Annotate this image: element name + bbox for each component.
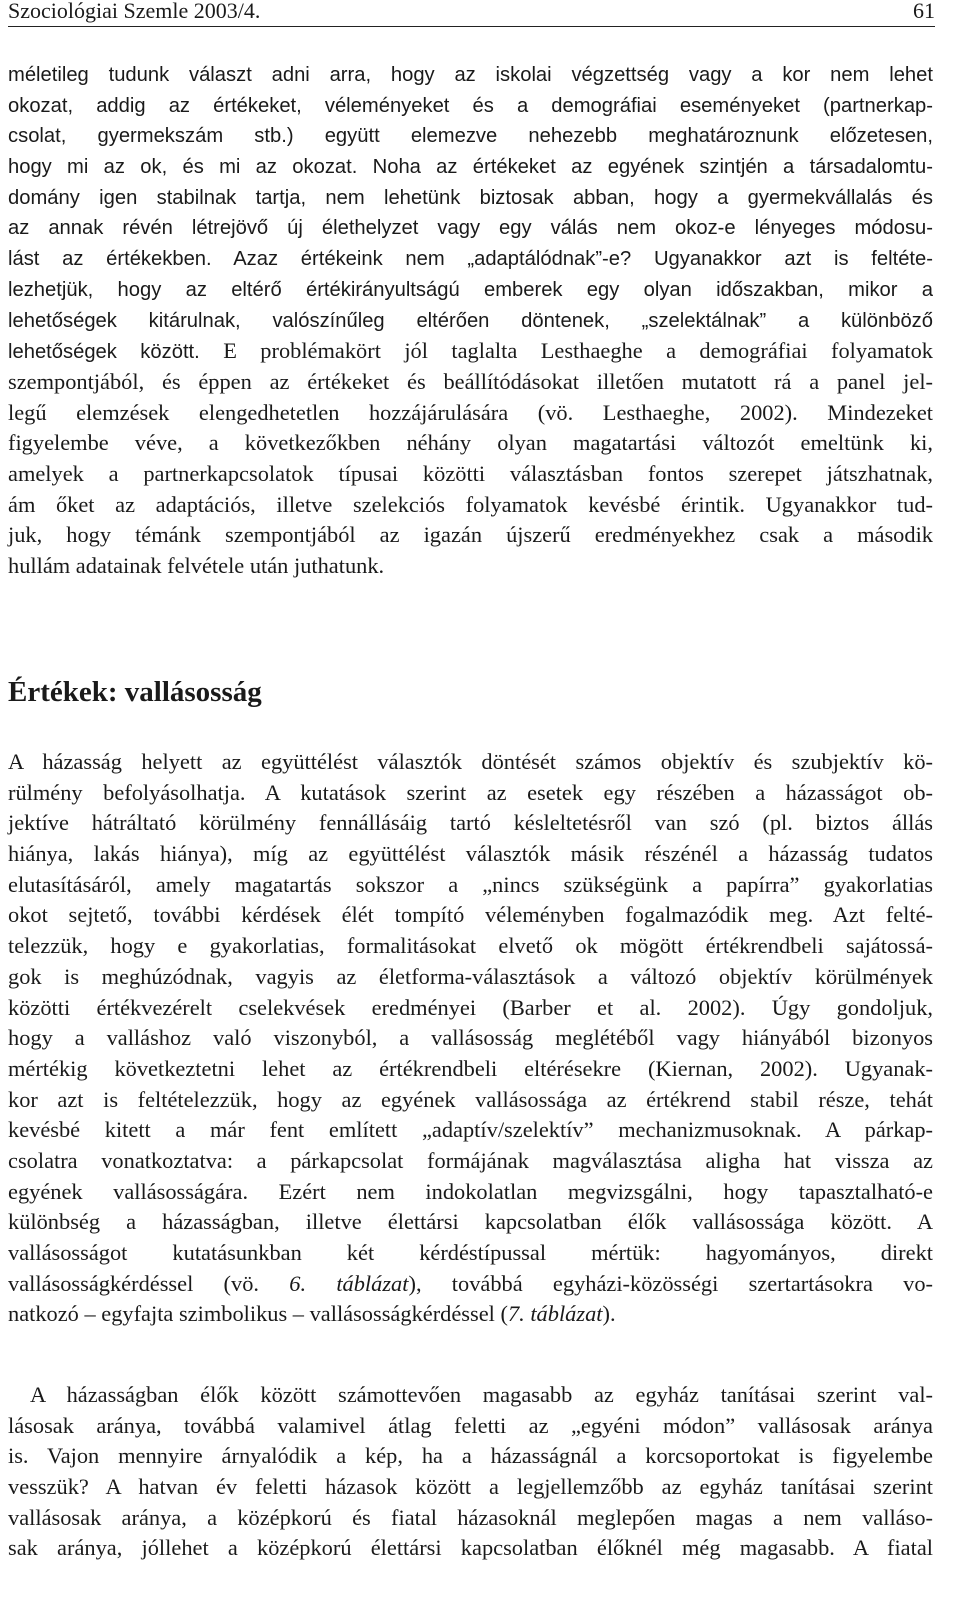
text-line	[8, 1299, 933, 1330]
paragraph-intro-mixed-line	[8, 336, 933, 367]
text-line: amelyek a partnerkapcsolatok típusai közötti választásban fontos szerepet játszhatnak,	[8, 461, 933, 487]
paragraph-marriage-religiosity	[8, 1380, 933, 1564]
text-line: telezzük, hogy e gyakorlatias, formalitásokat elvető ok mögött értékrendbeli sajátossá-	[8, 933, 933, 959]
text-line: mértékig következtetni lehet az értékrendbeli eltérésekre (Kiernan, 2002). Ugyanak-	[8, 1055, 933, 1081]
text-line: legű elemzések elengedhetetlen hozzájárulására (vö. Lesthaeghe, 2002). Mindezeket	[8, 399, 933, 425]
section-heading: Értékek: vallásosság	[8, 676, 262, 708]
table-reference: 6. táblázat	[289, 1270, 409, 1296]
text-line: figyelembe véve, a következőkben néhány olyan magatartási változót emeltünk ki,	[8, 430, 933, 456]
text-line: lezhetjük, hogy az eltérő értékirányultságú emberek egy olyan időszakban, mikor a	[8, 278, 933, 301]
text-line: hogy a valláshoz való viszonyból, a vallásosság meglétéből vagy hiányából bizonyos	[8, 1025, 933, 1051]
text-line: vallásosságot kutatásunkban két kérdéstípussal mértük: hagyományos, direkt	[8, 1240, 933, 1265]
text-fragment: ), továbbá egyházi-közösségi szertartásokra vo-	[408, 1270, 933, 1296]
text-line: okozat, addig az értékeket, véleményeket és a demográfiai eseményeket (partnerkap-	[8, 94, 933, 117]
page-number: 61	[913, 0, 935, 23]
text-line: jektíve hátráltató körülmény fennállásáig tartó késleltetésről van szó (pl. biztos állás	[8, 810, 933, 836]
text-line: juk, hogy témánk szempontjából az igazán újszerű eredményekhez csak a második	[8, 522, 933, 548]
text-line: kor azt is feltételezzük, hogy az egyének vallásossága az értékrend stabil része, tehát	[8, 1086, 933, 1112]
paragraph-intro-serif	[8, 367, 933, 582]
text-line: A házasságban élők között számottevően magasabb az egyház tanításai szerint val-	[30, 1382, 933, 1407]
text-fragment: lehetőségek között.	[8, 341, 200, 364]
text-line: csolat, gyermekszám stb.) együtt elemezve nehezebb meghatároznunk előzetesen,	[8, 125, 933, 148]
text-line: hogy mi az ok, és mi az okozat. Noha az értékeket az egyének szintjén a társadalomtu-	[8, 156, 933, 179]
text-line: ám őket az adaptációs, illetve szelekciós folyamatok kevésbé érintik. Ugyanakkor tud-	[8, 491, 933, 517]
text-line: is. Vajon mennyire árnyalódik a kép, ha a házasságnál a korcsoportokat is figyelembe	[8, 1443, 933, 1469]
text-line: lehetőségek kitárulnak, valószínűleg eltérően döntenek, „szelektálnak” a különböző	[8, 309, 933, 332]
text-line: elutasításáról, amely magatartás sokszor a „nincs szükségünk a papírra” gyakorlatias	[8, 871, 933, 897]
running-header	[8, 0, 935, 27]
text-fragment: E problémakört jól taglalta Lesthaeghe a demográfiai folyamatok	[223, 338, 933, 364]
text-line: csolatra vonatkoztatva: a párkapcsolat formájának magválasztása aligha hat vissza az	[8, 1147, 933, 1173]
text-line: kevésbé kitett a már fent említett „adaptív/szelektív” mechanizmusoknak. A párkap-	[8, 1117, 933, 1143]
paragraph-intro-sans	[8, 60, 933, 336]
text-line: vesszük? A hatvan év feletti házasok között a legjellemzőbb az egyház tanításai szerint	[8, 1474, 933, 1500]
text-line: okot sejtető, további kérdések élét tompító véleményben fogalmazódik meg. Azt felté-	[8, 902, 933, 928]
text-fragment: ).	[602, 1301, 616, 1327]
text-line: gok is meghúzódnak, vagyis az életforma-választások a változó objektív körülmények	[8, 963, 933, 989]
text-line: lást az értékekben. Azaz értékeink nem „adaptálódnak”-e? Ugyanakkor azt is feltéte-	[8, 248, 933, 271]
text-line: rülmény befolyásolhatja. A kutatások szerint az esetek egy részében a házasságot ob-	[8, 779, 933, 805]
text-line: méletileg tudunk választ adni arra, hogy az iskolai végzettség vagy a kor nem lehet	[8, 64, 933, 86]
text-line: hiánya, lakás hiánya), míg az együttélést választók másik részénél a házasság tudatos	[8, 841, 933, 867]
text-line: különbség a házasságban, illetve élettársi kapcsolatban élők vallásossága között. A	[8, 1209, 933, 1235]
text-line: lásosak aránya, továbbá valamivel átlag feletti az „egyéni módon” vallásosak aránya	[8, 1412, 933, 1438]
text-fragment: vallásosságkérdéssel (vö.	[8, 1270, 290, 1296]
text-line: szempontjából, és éppen az értékeket és beállítódásokat illetően mutatott rá a panel jel-	[8, 369, 933, 394]
text-line	[8, 1269, 933, 1300]
text-line	[8, 336, 933, 367]
table-reference: 7. táblázat	[507, 1301, 603, 1327]
text-line: vallásosak aránya, a középkorú és fiatal házasoknál meglepően magas a nem valláso-	[8, 1504, 933, 1530]
text-line: az annak révén létrejövő új élethelyzet vagy egy válás nem okoz-e lényeges módosu-	[8, 217, 933, 240]
text-line: sak aránya, jóllehet a középkorú élettársi kapcsolatban élőknél még magasabb. A fiatal	[8, 1535, 933, 1561]
text-line: hullám adatainak felvétele után juthatunk.	[8, 553, 385, 579]
text-line: A házasság helyett az együttélést választók döntését számos objektív és szubjektív kö-	[8, 749, 933, 774]
text-line: egyének vallásosságára. Ezért nem indokolatlan megvizsgálni, hogy tapasztalható-e	[8, 1178, 933, 1204]
text-line: domány igen stabilnak tartja, nem lehetünk biztosak abban, hogy a gyermekvállalás és	[8, 186, 933, 209]
journal-title: Szociológiai Szemle 2003/4.	[8, 0, 261, 23]
paragraph-religiosity	[8, 747, 933, 1330]
text-fragment: natkozó – egyfajta szimbolikus – vallásosságkérdéssel (	[8, 1301, 508, 1327]
text-line: közötti értékvezérelt cselekvések eredményei (Barber et al. 2002). Úgy gondoljuk,	[8, 994, 933, 1020]
